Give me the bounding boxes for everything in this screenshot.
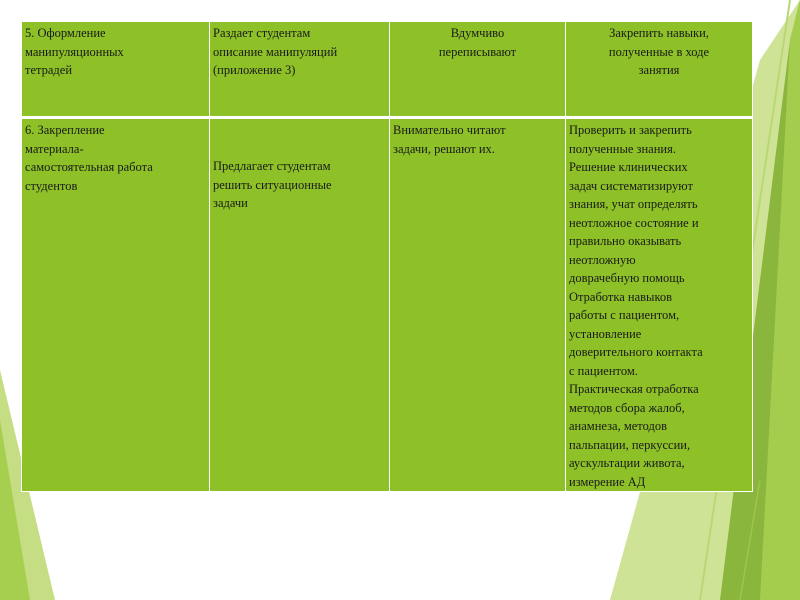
table-cell-stage: 5. Оформление манипуляционных тетрадей — [22, 22, 210, 118]
lesson-plan-table — [21, 21, 753, 492]
table-cell-student-activity: Внимательно читают задачи, решают их. — [390, 118, 566, 492]
table-cell-goal: Закрепить навыки, полученные в ходе занятия — [566, 22, 753, 118]
table-cell-student-activity: Вдумчиво переписывают — [390, 22, 566, 118]
table-cell-stage: 6. Закрепление материала- самостоятельная работа студентов — [22, 118, 210, 492]
table-cell-teacher-activity: Раздает студентам описание манипуляций (приложение 3) — [210, 22, 390, 118]
table-cell-goal: Проверить и закрепить полученные знания. Решение клинических задач систематизируют знания, учат определять неотложное состояние и правильно оказывать неотложную доврачебную помощь Отработка навыков работы с пациентом, установление доверительного контакта с пациентом. Практическая отработка методов сбора жалоб, анамнеза, методов пальпации, перкуссии, аускультации живота, измерение АД — [566, 118, 753, 492]
table-row — [22, 118, 753, 492]
table-cell-teacher-activity: Предлагает студентам решить ситуационные задачи — [210, 118, 390, 492]
table-row — [22, 22, 753, 118]
